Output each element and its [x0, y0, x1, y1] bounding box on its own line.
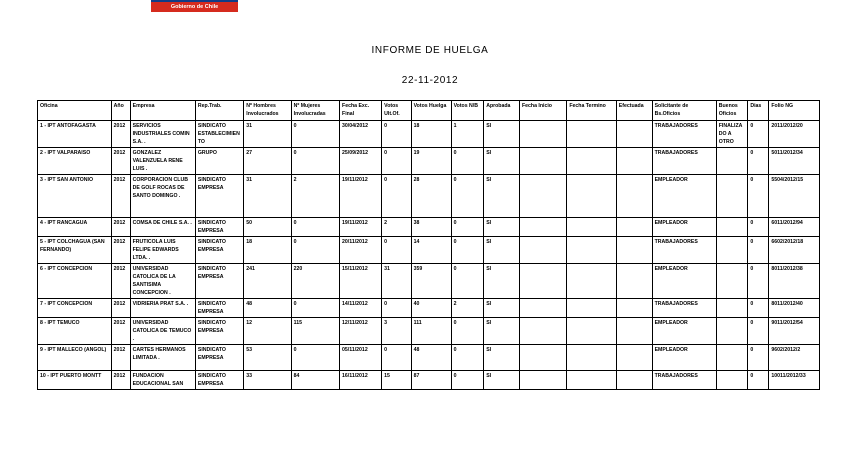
table-cell: 0 [748, 175, 769, 218]
table-cell: 19 [411, 148, 451, 175]
table-cell: 0 [291, 148, 339, 175]
table-cell: SINDICATO ESTABLECIMIENTO [195, 121, 243, 148]
table-cell: 0 [451, 218, 484, 237]
table-cell: 0 [382, 237, 411, 264]
column-header: Efectuada [616, 101, 652, 121]
table-cell: 25/09/2012 [340, 148, 382, 175]
table-cell: 0 [451, 318, 484, 345]
table-cell: 111 [411, 318, 451, 345]
table-cell: SI [484, 218, 520, 237]
table-cell: 220 [291, 264, 339, 299]
table-cell: 0 [382, 148, 411, 175]
table-cell: TRABAJADORES [652, 121, 716, 148]
strike-report-table [37, 100, 820, 390]
table-cell: 10011/2012/33 [769, 371, 820, 390]
table-cell [519, 299, 566, 318]
table-cell: SINDICATO EMPRESA [195, 218, 243, 237]
column-header: Aprobada [484, 101, 520, 121]
table-cell: 50 [244, 218, 291, 237]
logo-text: Gobierno de Chile [170, 4, 219, 10]
column-header: Fecha Termino [567, 101, 616, 121]
table-cell: SERVICIOS INDUSTRIALES COMIN S.A. . [130, 121, 195, 148]
table-cell: VIDRIERIA PRAT S.A. . [130, 299, 195, 318]
table-cell: 2 [291, 175, 339, 218]
column-header: Fecha Exc. Final [340, 101, 382, 121]
table-cell: 87 [411, 371, 451, 390]
table-cell [519, 345, 566, 371]
gobierno-logo [151, 0, 238, 12]
column-header: Fecha Inicio [519, 101, 566, 121]
table-cell: 19/11/2012 [340, 175, 382, 218]
table-cell: 6011/2012/94 [769, 218, 820, 237]
table-cell: EMPLEADOR [652, 175, 716, 218]
table-cell: GONZALEZ VALENZUELA RENE LUIS . [130, 148, 195, 175]
table-cell [567, 121, 616, 148]
table-cell [616, 218, 652, 237]
table-cell: 48 [244, 299, 291, 318]
table-cell [716, 318, 748, 345]
table-row [38, 299, 820, 318]
table-cell: SINDICATO EMPRESA [195, 175, 243, 218]
table-cell: SI [484, 318, 520, 345]
table-cell: 12/11/2012 [340, 318, 382, 345]
header-row [38, 101, 820, 121]
table-cell: 8011/2012/38 [769, 264, 820, 299]
table-cell: UNIVERSIDAD CATOLICA DE LA SANTISIMA CONCEPCION . [130, 264, 195, 299]
table-cell: SI [484, 345, 520, 371]
table-cell: 33 [244, 371, 291, 390]
table-cell [616, 371, 652, 390]
column-header: Rep.Trab. [195, 101, 243, 121]
table-cell [616, 318, 652, 345]
table-cell: 0 [291, 299, 339, 318]
table-cell: 9 - IPT MALLECO (ANGOL) [38, 345, 112, 371]
table-cell: 48 [411, 345, 451, 371]
table-cell: 31 [244, 175, 291, 218]
table-cell: 14 [411, 237, 451, 264]
table-cell [519, 264, 566, 299]
table-cell: 241 [244, 264, 291, 299]
table-cell: 19/11/2012 [340, 218, 382, 237]
table-cell [616, 175, 652, 218]
table-cell: 2012 [111, 345, 130, 371]
table-row [38, 318, 820, 345]
table-cell: EMPLEADOR [652, 345, 716, 371]
column-header: Nº Hombres Involucrados [244, 101, 291, 121]
table-cell: 359 [411, 264, 451, 299]
table-cell: SINDICATO EMPRESA [195, 371, 243, 390]
table-cell: SI [484, 148, 520, 175]
table-cell: 2 - IPT VALPARAISO [38, 148, 112, 175]
table-cell: 0 [748, 218, 769, 237]
table-cell: 4 - IPT RANCAGUA [38, 218, 112, 237]
table-cell: 0 [382, 121, 411, 148]
table-cell: 6602/2012/18 [769, 237, 820, 264]
table-cell: 9011/2012/54 [769, 318, 820, 345]
table-cell [567, 237, 616, 264]
table-cell: 0 [748, 121, 769, 148]
table-cell [616, 345, 652, 371]
table-cell: SI [484, 237, 520, 264]
table-cell: 31 [382, 264, 411, 299]
table-cell: 05/11/2012 [340, 345, 382, 371]
table-cell: CARTES HERMANOS LIMITADA . [130, 345, 195, 371]
table-cell [567, 264, 616, 299]
column-header: Nº Mujeres Involucradas [291, 101, 339, 121]
table-cell: 0 [291, 121, 339, 148]
column-header: Solicitante de Bs.Oficios [652, 101, 716, 121]
table-cell [519, 121, 566, 148]
table-cell: 28 [411, 175, 451, 218]
table-cell: 38 [411, 218, 451, 237]
table-cell: 31 [244, 121, 291, 148]
table-cell: SI [484, 121, 520, 148]
table-cell: 1 - IPT ANTOFAGASTA [38, 121, 112, 148]
column-header: Año [111, 101, 130, 121]
table-cell [716, 299, 748, 318]
table-cell [716, 175, 748, 218]
table-cell: 0 [748, 371, 769, 390]
table-cell [716, 264, 748, 299]
table-cell: 2012 [111, 121, 130, 148]
table-cell: UNIVERSIDAD CATOLICA DE TEMUCO . [130, 318, 195, 345]
table-cell: 7 - IPT CONCEPCION [38, 299, 112, 318]
table-cell: 2 [382, 218, 411, 237]
table-cell: 0 [451, 371, 484, 390]
column-header: Buenos Oficios [716, 101, 748, 121]
table-cell [519, 175, 566, 218]
table-cell: 0 [748, 237, 769, 264]
table-cell: 2011/2012/20 [769, 121, 820, 148]
table-cell: 3 - IPT SAN ANTONIO [38, 175, 112, 218]
table-cell [519, 237, 566, 264]
table-cell [519, 318, 566, 345]
table-cell: 18 [411, 121, 451, 148]
column-header: Votos Ult.Of. [382, 101, 411, 121]
table-cell: 30/04/2012 [340, 121, 382, 148]
table-cell: TRABAJADORES [652, 371, 716, 390]
table-cell: 18 [244, 237, 291, 264]
column-header: Dias [748, 101, 769, 121]
table-cell [567, 148, 616, 175]
table-cell: GRUPO [195, 148, 243, 175]
table-cell: TRABAJADORES [652, 299, 716, 318]
table-cell: FINALIZADO A OTRO [716, 121, 748, 148]
table-cell: 8011/2012/40 [769, 299, 820, 318]
table-cell [519, 371, 566, 390]
table-cell: 2012 [111, 175, 130, 218]
table-row [38, 371, 820, 390]
table-cell: SINDICATO EMPRESA [195, 299, 243, 318]
table-cell [616, 148, 652, 175]
table-cell [567, 371, 616, 390]
table-cell: 20/11/2012 [340, 237, 382, 264]
table-cell: 2012 [111, 148, 130, 175]
table-cell: SINDICATO EMPRESA [195, 237, 243, 264]
table-cell [567, 318, 616, 345]
table-cell: 0 [451, 345, 484, 371]
table-cell: 2012 [111, 237, 130, 264]
table-cell: 40 [411, 299, 451, 318]
table-cell [567, 299, 616, 318]
table-row [38, 175, 820, 218]
table-cell: 0 [748, 148, 769, 175]
table-cell: 0 [748, 345, 769, 371]
table-cell: FRUTICOLA LUIS FELIPE EDWARDS LTDA. . [130, 237, 195, 264]
table-cell: 0 [382, 299, 411, 318]
table-cell: 0 [451, 264, 484, 299]
table-cell: SI [484, 299, 520, 318]
table-cell: COMSA DE CHILE S.A. . [130, 218, 195, 237]
table-cell: SI [484, 264, 520, 299]
table-cell: SINDICATO EMPRESA [195, 318, 243, 345]
table-cell: EMPLEADOR [652, 218, 716, 237]
table-cell: 15/11/2012 [340, 264, 382, 299]
table-cell [616, 264, 652, 299]
table-row [38, 148, 820, 175]
table-row [38, 218, 820, 237]
table-cell [716, 148, 748, 175]
table-cell: 2012 [111, 218, 130, 237]
table-cell [616, 299, 652, 318]
table-cell: EMPLEADOR [652, 318, 716, 345]
table-cell: SI [484, 371, 520, 390]
table-cell: 0 [451, 237, 484, 264]
table-cell: TRABAJADORES [652, 148, 716, 175]
table-cell: 12 [244, 318, 291, 345]
table-cell [716, 218, 748, 237]
table-cell [716, 237, 748, 264]
table-cell: 3 [382, 318, 411, 345]
column-header: Folio NG [769, 101, 820, 121]
table-cell: 27 [244, 148, 291, 175]
table-cell: 0 [748, 318, 769, 345]
column-header: Oficina [38, 101, 112, 121]
table-cell: EMPLEADOR [652, 264, 716, 299]
table-cell: 0 [748, 299, 769, 318]
table-cell: SINDICATO EMPRESA [195, 264, 243, 299]
table-row [38, 237, 820, 264]
table-cell: 0 [382, 345, 411, 371]
table-cell: 1 [451, 121, 484, 148]
table-cell: 0 [451, 175, 484, 218]
table-cell: 14/11/2012 [340, 299, 382, 318]
table-cell: SI [484, 175, 520, 218]
table-cell: TRABAJADORES [652, 237, 716, 264]
table-cell: 0 [451, 148, 484, 175]
table-cell: 16/11/2012 [340, 371, 382, 390]
table-cell: CORPORACION CLUB DE GOLF ROCAS DE SANTO DOMINGO . [130, 175, 195, 218]
table-cell [567, 175, 616, 218]
table-cell [616, 121, 652, 148]
table-cell [567, 218, 616, 237]
table-cell: 84 [291, 371, 339, 390]
table-cell [567, 345, 616, 371]
column-header: Empresa [130, 101, 195, 121]
table-cell: 5011/2012/34 [769, 148, 820, 175]
table-cell [716, 371, 748, 390]
column-header: Votos Huelga [411, 101, 451, 121]
table-cell: 53 [244, 345, 291, 371]
table-cell: 8 - IPT TEMUCO [38, 318, 112, 345]
column-header: Votos N/B [451, 101, 484, 121]
table-cell: 5 - IPT COLCHAGUA (SAN FERNANDO) [38, 237, 112, 264]
table-cell: 9602/2012/2 [769, 345, 820, 371]
table-cell [616, 237, 652, 264]
table-cell: 0 [291, 218, 339, 237]
table-cell: 0 [748, 264, 769, 299]
table-cell: 0 [291, 237, 339, 264]
table-cell [716, 345, 748, 371]
table-cell [519, 148, 566, 175]
table-cell: 2012 [111, 371, 130, 390]
table-cell: 2012 [111, 299, 130, 318]
table-cell: 5504/2012/15 [769, 175, 820, 218]
table-cell: 0 [291, 345, 339, 371]
table-cell: 2 [451, 299, 484, 318]
table-cell [519, 218, 566, 237]
table-cell: 10 - IPT PUERTO MONTT [38, 371, 112, 390]
table-cell: 2012 [111, 264, 130, 299]
table-cell: SINDICATO EMPRESA [195, 345, 243, 371]
table-cell: 15 [382, 371, 411, 390]
table-row [38, 264, 820, 299]
report-title: INFORME DE HUELGA [371, 45, 489, 56]
table-cell: 6 - IPT CONCEPCION [38, 264, 112, 299]
table-cell: 115 [291, 318, 339, 345]
report-date: 22-11-2012 [401, 75, 459, 86]
table-cell: 2012 [111, 318, 130, 345]
table-row [38, 345, 820, 371]
table-cell: FUNDACION EDUCACIONAL SAN [130, 371, 195, 390]
table-cell: 0 [382, 175, 411, 218]
table-row [38, 121, 820, 148]
